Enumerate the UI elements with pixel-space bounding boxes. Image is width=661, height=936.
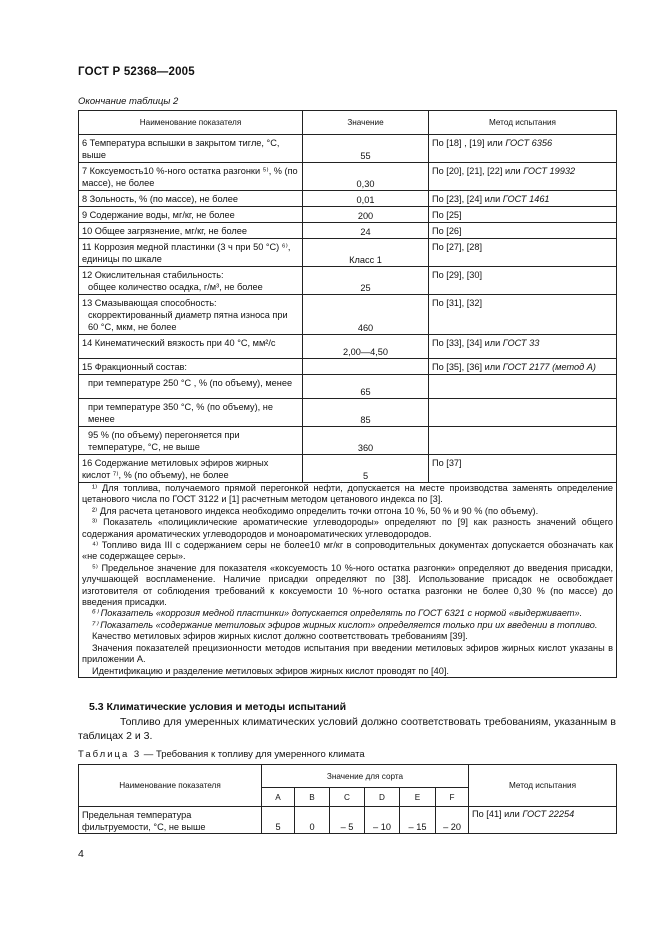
- row-value: 85: [303, 399, 429, 427]
- grade-value: 0: [295, 807, 330, 834]
- row-method: [429, 359, 617, 375]
- row-method-text: По [27], [28]: [432, 242, 483, 252]
- row-value: 200: [303, 207, 429, 223]
- table-2-row: [79, 135, 617, 163]
- row-value: 24: [303, 223, 429, 239]
- t3-row-method: [469, 807, 617, 834]
- row-name: [79, 239, 303, 267]
- row-value: 360: [303, 427, 429, 455]
- row-method-text: По [35], [36] или: [432, 362, 503, 372]
- table-note: ³⁾ Показатель «полициклические ароматические углеводороды» определяют по [9] как разность значений общего содержания ароматических углеводородов и моноароматических углеводородов.: [82, 517, 613, 539]
- grade-header: F: [436, 788, 469, 807]
- row-name-line: 12 Окислительная стабильность:: [82, 270, 224, 280]
- header-name: Наименование показателя: [79, 111, 303, 135]
- table-note: ⁷⁾ Показатель «содержание метиловых эфиров жирных кислот» определяется только при их введении в топливо.: [92, 619, 598, 630]
- t3-row-method-text: По [41] или: [472, 809, 523, 819]
- row-name-line: общее количество осадка, г/м³, не более: [88, 282, 263, 292]
- row-method: [429, 427, 617, 455]
- grade-header: B: [295, 788, 330, 807]
- row-name: [79, 427, 303, 455]
- row-method-standard: ГОСТ 19932: [523, 166, 576, 176]
- section-heading: 5.3 Климатические условия и методы испытаний: [89, 701, 347, 713]
- row-method-text: По [23], [24] или: [432, 194, 503, 204]
- table-2-row: [79, 455, 617, 483]
- row-method-standard: ГОСТ 1461: [502, 194, 550, 204]
- table-2-row: [79, 375, 617, 399]
- grade-value: – 5: [330, 807, 365, 834]
- row-method: [429, 207, 617, 223]
- row-name-line: 6 Температура вспышки в закрытом тигле, °С, выше: [82, 138, 280, 160]
- table-3-caption-text: — Требования к топливу для умеренного климата: [141, 749, 365, 760]
- document-code: ГОСТ Р 52368—2005: [78, 66, 195, 78]
- header-value: Значение: [303, 111, 429, 135]
- row-name: [79, 191, 303, 207]
- row-name-line: при температуре 350 °С, % (по объему), не менее: [88, 402, 273, 424]
- grade-value: 5: [262, 807, 295, 834]
- row-method: [429, 455, 617, 483]
- table-3: [78, 764, 617, 834]
- table-note: ⁵⁾ Предельное значение для показателя «коксуемость 10 %-ного остатка разгонки» определяют до введения присадки, улучшающей воспламенение. Наличие присадки определяют по [38]. Использование присадок не освобождает изготовителя от соблюдения требований к коксуемости 10 %-ного остатка разгонки не более 0,30 % (по массе) до введения присадки.: [82, 562, 613, 608]
- row-name: [79, 295, 303, 335]
- row-value: 460: [303, 295, 429, 335]
- row-method-standard: ГОСТ 6356: [505, 138, 553, 148]
- table-2-row: [79, 191, 617, 207]
- grade-value: – 20: [436, 807, 469, 834]
- row-method-standard: ГОСТ 2177 (метод А): [502, 362, 596, 372]
- row-method: [429, 335, 617, 359]
- t3-header-value-group: Значение для сорта: [262, 765, 469, 788]
- row-method: [429, 223, 617, 239]
- table-note: ⁶⁾ Показатель «коррозия медной пластинки» допускается определять по ГОСТ 6321 с нормой «выдерживает».: [92, 608, 583, 619]
- row-name-line: 8 Зольность, % (по массе), не более: [82, 194, 238, 204]
- row-name-line: 9 Содержание воды, мг/кг, не более: [82, 210, 235, 220]
- row-method: [429, 267, 617, 295]
- row-value: 65: [303, 375, 429, 399]
- row-method-text: По [26]: [432, 226, 462, 236]
- row-method-text: По [37]: [432, 458, 462, 468]
- table-3-data-row: [79, 807, 617, 834]
- row-method-text: По [29], [30]: [432, 270, 483, 280]
- table-note: ⁴⁾ Топливо вида III с содержанием серы не более10 мг/кг в сопроводительных документах допускается обозначать как «не содержащее серы».: [82, 540, 613, 562]
- row-name: [79, 359, 303, 375]
- table-2-body: [79, 135, 617, 483]
- page-number: 4: [78, 848, 84, 860]
- row-method: [429, 163, 617, 191]
- table-2-row: [79, 163, 617, 191]
- table-note: Значения показателей прецизионности методов испытания при введении метиловых эфиров жирных кислот указаны в приложении А.: [82, 642, 613, 665]
- row-name-line: при температуре 250 °С , % (по объему), менее: [88, 378, 293, 388]
- grade-value: – 15: [400, 807, 436, 834]
- header-method: Метод испытания: [429, 111, 617, 135]
- table-2-row: [79, 427, 617, 455]
- row-method: [429, 375, 617, 399]
- row-name: [79, 207, 303, 223]
- table-note: Качество метиловых эфиров жирных кислот должно соответствовать требованиям [39].: [92, 631, 468, 642]
- table-note: Идентификацию и разделение метиловых эфиров жирных кислот проводят по [40].: [92, 665, 449, 676]
- t3-row-name: Предельная температура фильтруемости, °С, не выше: [79, 807, 262, 834]
- grade-header: C: [330, 788, 365, 807]
- row-name-line: 10 Общее загрязнение, мг/кг, не более: [82, 226, 247, 236]
- row-value: 0,01: [303, 191, 429, 207]
- row-method: [429, 191, 617, 207]
- grade-header: D: [365, 788, 400, 807]
- row-method-text: По [18] , [19] или: [432, 138, 506, 148]
- table-2: [78, 110, 617, 678]
- row-name: [79, 163, 303, 191]
- table-2-row: [79, 359, 617, 375]
- table-2-row: [79, 267, 617, 295]
- row-name-line: 14 Кинематический вязкость при 40 °С, мм²/с: [82, 338, 276, 348]
- row-name-line: 16 Содержание метиловых эфиров жирных кислот ⁷⁾, % (по объему), не более: [82, 458, 269, 480]
- row-method-text: По [31], [32]: [432, 298, 483, 308]
- table-2-row: [79, 335, 617, 359]
- t3-row-method-standard: ГОСТ 22254: [522, 809, 575, 819]
- table-note: ²⁾ Для расчета цетанового индекса необходимо определить точки отгона 10 %, 50 % и 90 % (по объему).: [92, 505, 539, 516]
- table-2-caption: Окончание таблицы 2: [78, 96, 179, 107]
- t3-header-method: Метод испытания: [469, 765, 617, 807]
- row-value: 2,00—4,50: [303, 335, 429, 359]
- row-value: 5: [303, 455, 429, 483]
- row-name-line: 11 Коррозия медной пластинки (3 ч при 50 °С) ⁶⁾, единицы по шкале: [82, 242, 291, 264]
- row-value: 25: [303, 267, 429, 295]
- row-value: [303, 359, 429, 375]
- row-name-line: 13 Смазывающая способность:: [82, 298, 217, 308]
- grade-header: E: [400, 788, 436, 807]
- table-3-caption: [78, 749, 365, 760]
- table-3-header-row: [79, 765, 617, 788]
- table-3-caption-label: Таблица 3: [78, 749, 142, 760]
- grade-header: A: [262, 788, 295, 807]
- section-paragraph: Топливо для умеренных климатических условий должно соответствовать требованиям, указанным в таблицах 2 и 3.: [78, 716, 616, 742]
- row-name-line: скорректированный диаметр пятна износа при 60 °С, мкм, не более: [88, 310, 288, 332]
- table-2-row: [79, 399, 617, 427]
- row-value: Класс 1: [303, 239, 429, 267]
- table-2-row: [79, 207, 617, 223]
- row-name-line: 7 Коксуемость10 %-ного остатка разгонки ⁵⁾, % (по массе), не более: [82, 166, 298, 188]
- table-2-header-row: [79, 111, 617, 135]
- table-2-row: [79, 223, 617, 239]
- row-method: [429, 399, 617, 427]
- row-method: [429, 295, 617, 335]
- row-method-standard: ГОСТ 33: [502, 338, 540, 348]
- table-2-row: [79, 295, 617, 335]
- row-method-text: По [25]: [432, 210, 462, 220]
- row-method: [429, 239, 617, 267]
- row-name: [79, 375, 303, 399]
- row-method-text: По [33], [34] или: [432, 338, 503, 348]
- row-value: 55: [303, 135, 429, 163]
- t3-header-name: Наименование показателя: [79, 765, 262, 807]
- table-note: ¹⁾ Для топлива, получаемого прямой перегонкой нефти, допускается на месте производства заменять определение цетанового числа по ГОСТ 3122 и [1] расчетным методом цетанового индекса по [3].: [82, 483, 613, 505]
- row-method-text: По [20], [21], [22] или: [432, 166, 524, 176]
- row-name-line: 95 % (по объему) перегоняется при температуре, °С, не выше: [88, 430, 240, 452]
- table-2-notes: [79, 483, 617, 678]
- row-name-line: 15 Фракционный состав:: [82, 362, 187, 372]
- row-name: [79, 335, 303, 359]
- row-value: 0,30: [303, 163, 429, 191]
- table-2-notes-row: [79, 483, 617, 678]
- row-name: [79, 399, 303, 427]
- row-name: [79, 267, 303, 295]
- row-name: [79, 455, 303, 483]
- row-name: [79, 135, 303, 163]
- grade-value: – 10: [365, 807, 400, 834]
- row-method: [429, 135, 617, 163]
- table-2-row: [79, 239, 617, 267]
- row-name: [79, 223, 303, 239]
